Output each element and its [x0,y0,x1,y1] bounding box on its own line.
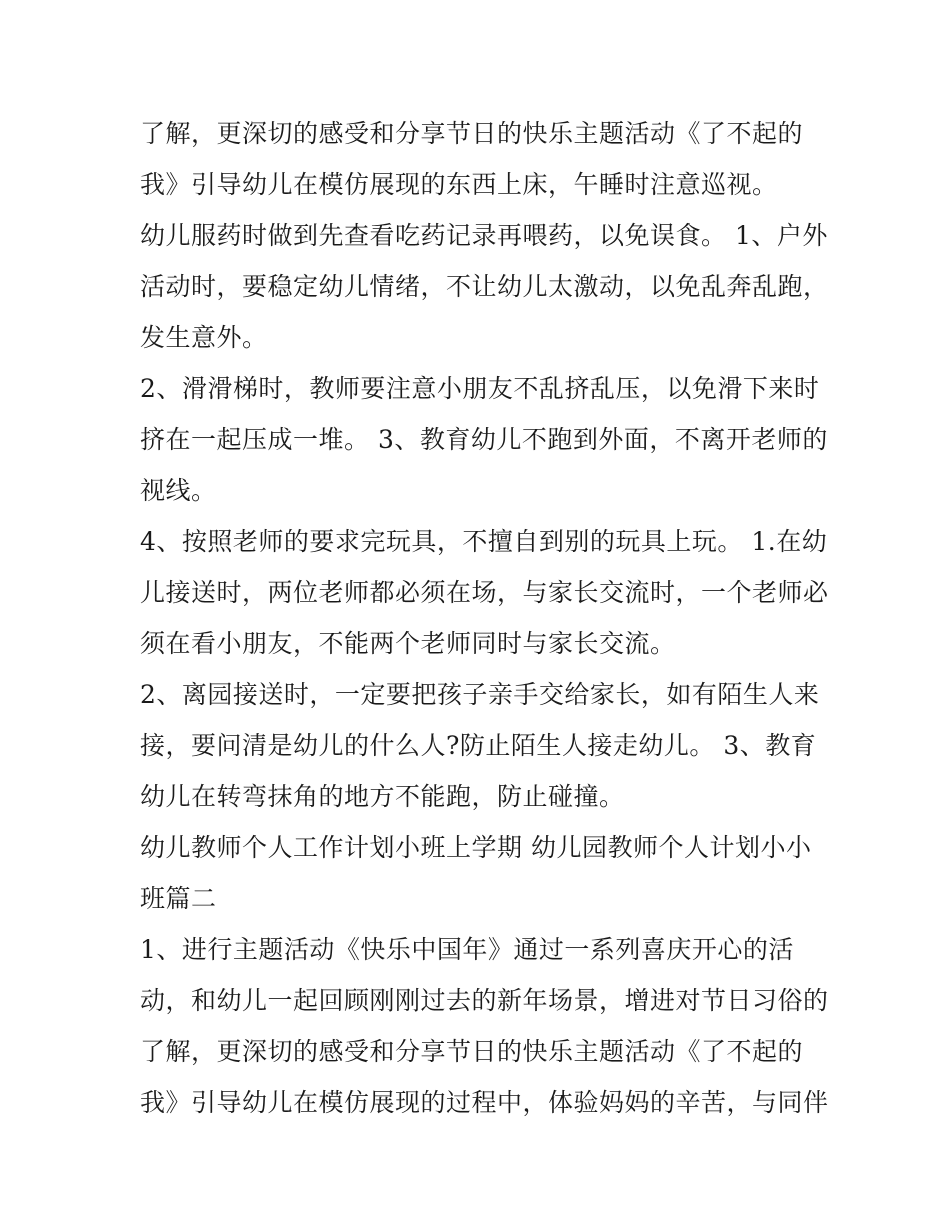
text-line: 活动时，要稳定幼儿情绪，不让幼儿太激动，以免乱奔乱跑， [140,272,829,301]
text-line: 接，要问清是幼儿的什么人?防止陌生人接走幼儿。 3、教育 [140,731,817,760]
text-line: 幼儿教师个人工作计划小班上学期 幼儿园教师个人计划小小 [140,833,812,862]
text-line: 了解，更深切的感受和分享节日的快乐主题活动《了不起的 [140,1037,804,1066]
text-line: 1、进行主题活动《快乐中国年》通过一系列喜庆开心的活 [140,935,794,964]
text-line: 动，和幼儿一起回顾刚刚过去的新年场景，增进对节日习俗的 [140,986,829,1015]
text-line: 我》引导幼儿在模仿展现的东西上床，午睡时注意巡视。 [140,170,778,199]
text-line: 儿接送时，两位老师都必须在场，与家长交流时，一个老师必 [140,578,829,607]
text-line: 我》引导幼儿在模仿展现的过程中，体验妈妈的辛苦，与同伴 [140,1088,829,1117]
text-line: 幼儿在转弯抹角的地方不能跑，防止碰撞。 [140,782,625,811]
document-body [140,108,829,1128]
text-line: 幼儿服药时做到先查看吃药记录再喂药，以免误食。 1、户外 [140,221,828,250]
text-line: 2、滑滑梯时，教师要注意小朋友不乱挤乱压，以免滑下来时 [140,374,820,403]
text-line: 班篇二 [140,884,217,913]
text-line: 须在看小朋友，不能两个老师同时与家长交流。 [140,629,676,658]
text-line: 4、按照老师的要求完玩具，不擅自到别的玩具上玩。 1.在幼 [140,527,828,556]
text-line: 挤在一起压成一堆。 3、教育幼儿不跑到外面，不离开老师的 [140,425,828,454]
text-line: 2、离园接送时，一定要把孩子亲手交给家长，如有陌生人来 [140,680,820,709]
text-line: 了解，更深切的感受和分享节日的快乐主题活动《了不起的 [140,119,804,148]
text-line: 视线。 [140,476,217,505]
text-line: 发生意外。 [140,323,268,352]
